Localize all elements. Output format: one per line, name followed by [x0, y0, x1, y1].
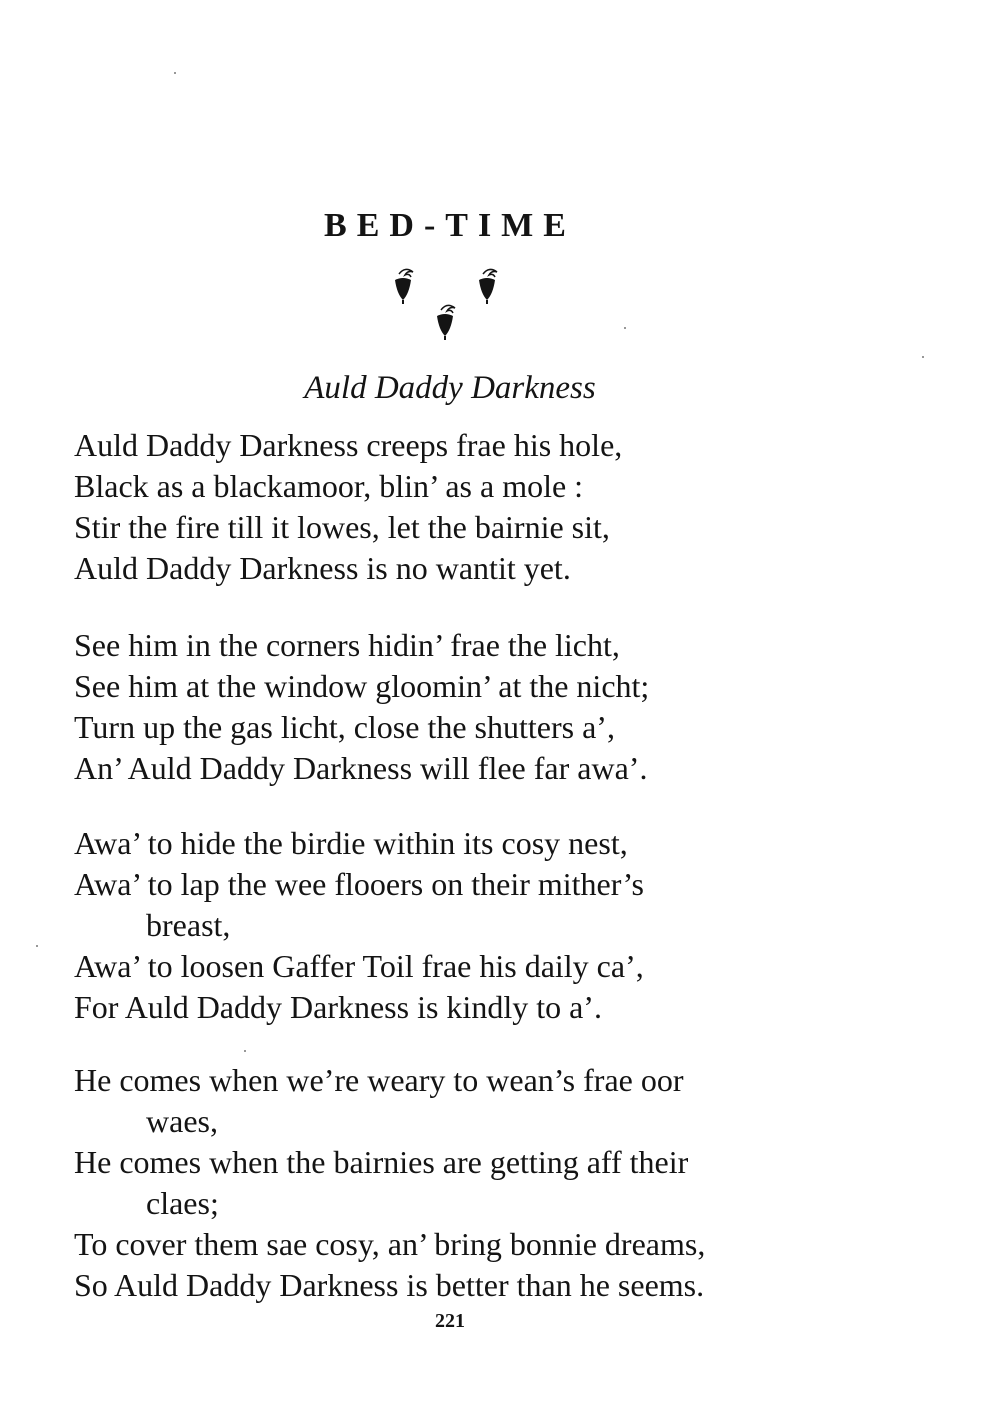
poem-title: Auld Daddy Darkness [304, 370, 596, 406]
fleuron-ornament [385, 264, 515, 344]
poem-line: Stir the fire till it lowes, let the bairnie sit, [74, 509, 610, 545]
scan-speck [36, 945, 38, 947]
stanza-4 [74, 1060, 844, 1306]
stanza-2 [74, 625, 844, 789]
stanza-3 [74, 823, 844, 1028]
poem-line: Auld Daddy Darkness is no wantit yet. [74, 550, 571, 586]
fleuron-left [395, 269, 413, 304]
stanza-1 [74, 425, 844, 589]
poem-line: He comes when the bairnies are getting aff their [74, 1144, 689, 1180]
scan-speck [922, 356, 924, 358]
fleuron-bottom [437, 305, 455, 340]
section-title: BED-TIME [324, 207, 576, 244]
poem-line-continuation: waes, [146, 1103, 218, 1139]
poem-line: He comes when we’re weary to wean’s frae oor [74, 1062, 684, 1098]
scan-speck [624, 327, 626, 329]
poem-line: Turn up the gas licht, close the shutters a’, [74, 709, 615, 745]
poem-line: Awa’ to hide the birdie within its cosy nest, [74, 825, 628, 861]
poem-line: Awa’ to loosen Gaffer Toil frae his daily ca’, [74, 948, 644, 984]
scan-speck [174, 72, 176, 74]
poem-line: So Auld Daddy Darkness is better than he seems. [74, 1267, 705, 1303]
poem-line: Awa’ to lap the wee flooers on their mither’s [74, 866, 644, 902]
fleuron-right [479, 269, 497, 304]
page-number: 221 [435, 1310, 465, 1332]
scan-speck [244, 1050, 246, 1052]
poem-line: See him at the window gloomin’ at the nicht; [74, 668, 650, 704]
poem-line: An’ Auld Daddy Darkness will flee far awa’. [74, 750, 648, 786]
poem-line: For Auld Daddy Darkness is kindly to a’. [74, 989, 602, 1025]
poem-line-continuation: claes; [146, 1185, 219, 1221]
poem-line-continuation: breast, [146, 907, 231, 943]
poem-line: Auld Daddy Darkness creeps frae his hole, [74, 427, 623, 463]
poem-line: See him in the corners hidin’ frae the licht, [74, 627, 620, 663]
poem-line: To cover them sae cosy, an’ bring bonnie dreams, [74, 1226, 706, 1262]
poem-line: Black as a blackamoor, blin’ as a mole : [74, 468, 584, 504]
